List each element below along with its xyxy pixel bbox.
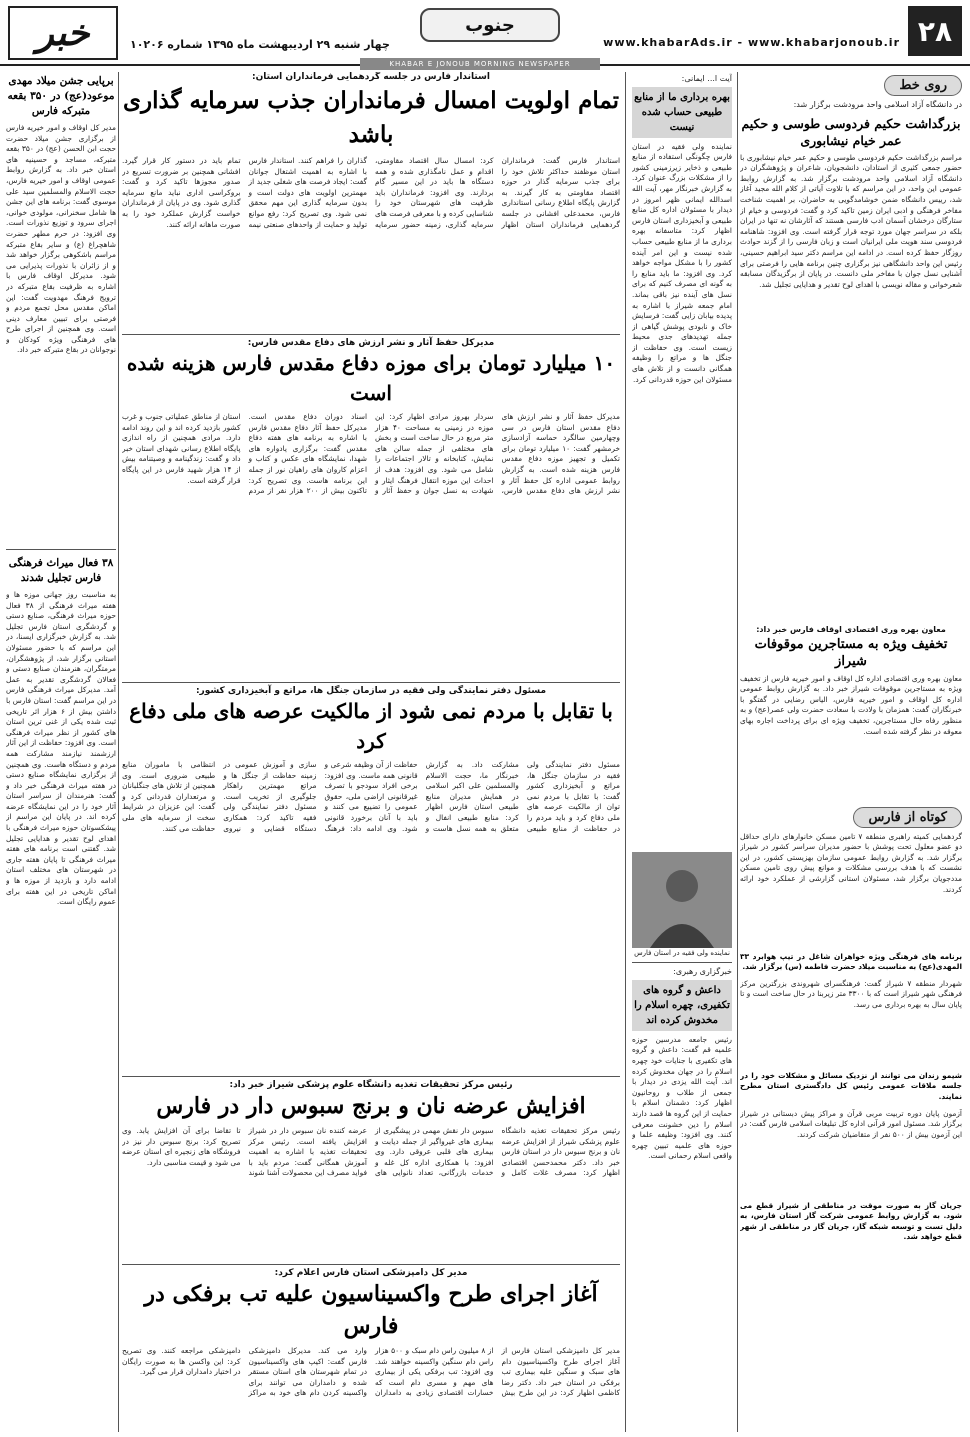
story-kicker: استاندار فارس در جلسه گردهمایی فرمانداران استان: — [252, 72, 490, 82]
section-name: جنوب — [420, 8, 560, 42]
story-block — [122, 686, 620, 1072]
story-kicker: مدیر کل دامپزشکی استان فارس اعلام کرد: — [274, 1268, 468, 1278]
bold-note: جریان گاز به صورت موقت در مناطقی از شیراز قطع می شود. به گزارش روابط عمومی شرکت گاز استان فارس، به دلیل تست و توسعه شبکه گاز، جریان گاز در مناطقی از شهر قطع خواهد شد. — [740, 1200, 962, 1242]
column-divider — [118, 72, 119, 1432]
story-headline: با تقابل با مردم نمی شود از مالکیت عرصه های ملی دفاع کرد — [129, 699, 613, 753]
story-body: مدیرکل حفظ آثار و نشر ارزش های دفاع مقدس استان فارس در سی وچهارمین سالگرد حماسه آزادسازی خرمشهر گفت: ۱۰ میلیارد تومان برای تکمیل و تجهیز موزه دفاع مقدس فارس هزینه شده است. به گزارش روابط عمومی اداره کل حفظ آثار و نشر ارزش های دفاع مقدس فارس، سردار بهروز مرادی اظهار کرد: این موزه در زمینی به مساحت ۴۰ هزار متر مربع در حال ساخت است و بخش های مختلفی از جمله سالن های نمایش، کتابخانه و تالار اجتماعات را شامل می شود. وی افزود: هدف از احداث این موزه انتقال فرهنگ ایثار و شهادت به نسل جوان و حفظ آثار و اسناد دوران دفاع مقدس است. مدیرکل حفظ آثار دفاع مقدس فارس با اشاره به برنامه های هفته دفاع مقدس گفت: برگزاری یادواره های شهدا، نمایشگاه های عکس و کتاب و اعزام کاروان های راهیان نور از جمله این برنامه هاست. وی تصریح کرد: تاکنون بیش از ۲۰۰ هزار نفر از مردم استان از مناطق عملیاتی جنوب و غرب کشور بازدید کرده اند و این روند ادامه دارد. مرادی همچنین از راه اندازی پایگاه اطلاع رسانی شهدای استان خبر داد و گفت: زندگینامه و وصیتنامه بیش از ۱۴ هزار شهید فارس در این پایگاه قرار گرفته است. — [122, 412, 620, 496]
story-body: مسئول دفتر نمایندگی ولی فقیه در سازمان جنگل ها، مراتع و آبخیزداری کشور گفت: با تقابل با مردم نمی توان از مالکیت عرصه های ملی دفاع کرد و باید مردم را در حفاظت از منابع طبیعی مشارکت داد. به گزارش خبرنگار ما، حجت الاسلام والمسلمین علی اکبر اسلامی در همایش مدیران منابع طبیعی استان فارس اظهار کرد: منابع طبیعی انفال و متعلق به همه نسل هاست و حفاظت از آن وظیفه شرعی و قانونی همه ماست. وی افزود: برخی افراد سودجو با تصرف غیرقانونی اراضی ملی، حقوق عمومی را تضییع می کنند و باید با آنان برخورد قانونی شود. وی ادامه داد: فرهنگ سازی و آموزش عمومی در زمینه حفاظت از جنگل ها و مراتع مهمترین راهکار جلوگیری از تخریب است. مسئول دفتر نمایندگی ولی فقیه تاکید کرد: همکاری دستگاه قضایی و نیروی انتظامی با ماموران منابع طبیعی ضروری است. وی همچنین از تلاش های جنگلبانان و مرتعداران قدردانی کرد و گفت: این عزیزان در شرایط سخت از سرمایه های ملی حفاظت می کنند. — [122, 760, 620, 833]
story-body: نماینده ولی فقیه در استان فارس چگونگی استفاده از منابع طبیعی و ذخایر زیرزمینی کشور را از مشکلات بزرگ عنوان کرد. به گزارش خبرنگار مهر، آیت الله اسدالله ایمانی ظهر امروز در دیدار با مسئولان اداره کل منابع طبیعی و آبخیزداری استان فارس اظهار کرد: متاسفانه بهره برداری ما از منابع طبیعی حساب شده نیست و این امر آینده کشور را با مشکل مواجه خواهد کرد. وی افزود: ما باید منابع را به گونه ای مصرف کنیم که برای نسل های آینده نیز باقی بماند. امام جمعه شیراز با اشاره به پدیده بیابان زایی گفت: فرسایش خاک و نابودی پوشش گیاهی از جمله تهدیدهای جدی محیط زیست است. وی حفاظت از جنگل ها و مراتع را وظیفه همگانی دانست و از تلاش های مسئولان این حوزه قدردانی کرد. — [632, 141, 732, 384]
newspaper-strip: KHABAR E JONOUB MORNING NEWSPAPER — [360, 58, 600, 70]
page-number: ۲۸ — [908, 6, 962, 56]
story-headline: داعش و گروه های تکفیری، چهره اسلام را مخدوش کرده اند — [634, 984, 730, 1026]
story-body: آزمون پایان دوره تربیت مربی قرآن و مراکز پیش دبستانی در شیراز برگزار شد. مسئول امور قرآنی اداره کل تبلیغات اسلامی فارس گفت: در این آزمون بیش از ۵۰۰ نفر از متقاضیان شرکت کردند. — [740, 1108, 962, 1139]
story-body: رئیس جامعه مدرسین حوزه علمیه قم گفت: داعش و گروه های تکفیری با جنایات خود چهره اسلام را در جهان مخدوش کرده اند. آیت الله یزدی در دیدار با جمعی از طلاب و روحانیون اظهار کرد: دشمنان اسلام با حمایت از این گروه ها قصد دارند اسلام را دین خشونت معرفی کنند. وی افزود: وظیفه علما و حوزه های علمیه تبیین چهره واقعی اسلام رحمانی است. — [632, 1034, 732, 1161]
column-divider — [625, 72, 626, 1432]
story-kicker: مدیرکل حفظ آثار و نشر ارزش های دفاع مقدس فارس: — [247, 338, 495, 348]
story-photo — [632, 852, 732, 948]
section-box-title: کوتاه از فارس — [853, 807, 962, 828]
story-block — [122, 1268, 620, 1430]
story-kicker: رئیس مرکز تحقیقات تغذیه دانشگاه علوم پزشکی شیراز خبر داد: — [229, 1080, 513, 1090]
story-kicker: معاون بهره وری اقتصادی اوقاف فارس خبر داد: — [756, 624, 946, 634]
story-block — [122, 72, 620, 330]
story-body: استاندار فارس گفت: فرمانداران استان موظفند حداکثر تلاش خود را برای جذب سرمایه گذار در حوزه اقتصاد مقاومتی به کار گیرند. به گزارش پایگاه اطلاع رسانی استانداری فارس، محمدعلی افشانی در جلسه گردهمایی فرمانداران استان اظهار کرد: امسال سال اقتصاد مقاومتی، اقدام و عمل نامگذاری شده و همه دستگاه ها باید در این مسیر گام بردارند. وی افزود: فرمانداران باید ظرفیت های شهرستان خود را شناسایی کرده و با معرفی فرصت های سرمایه گذاری، زمینه حضور سرمایه گذاران را فراهم کنند. استاندار فارس با اشاره به اهمیت اشتغال جوانان گفت: ایجاد فرصت های شغلی جدید از مهمترین اولویت های دولت است و بدون سرمایه گذاری این مهم محقق نمی شود. وی تصریح کرد: رفع موانع تولید و حمایت از واحدهای صنعتی نیمه تمام باید در دستور کار قرار گیرد. افشانی همچنین بر ضرورت تسریع در صدور مجوزها تاکید کرد و گفت: بروکراسی اداری نباید مانع سرمایه گذاری شود. وی در پایان از فرمانداران خواست گزارش عملکرد خود را به صورت ماهانه ارائه کنند. — [122, 156, 620, 229]
story-intro: در دانشگاه آزاد اسلامی واحد مرودشت برگزار شد: — [793, 100, 962, 109]
story-headline: بهره برداری ما از منابع طبیعی حساب شده نیست — [634, 91, 730, 133]
right-column — [740, 72, 962, 1432]
story-headline: تمام اولویت امسال فرمانداران جذب سرمایه گذاری باشد — [122, 87, 620, 148]
story-body: شهردار منطقه ۷ شیراز گفت: فرهنگسرای شهروندی بزرگترین مرکز فرهنگی شهر شیراز است که با ۳۳۰۰ متر زیربنا در حال ساخت است و تا پایان سال به بهره برداری می رسد. — [740, 978, 962, 1009]
bold-note: شیمو زندان می توانند از نزدیک مسائل و مشکلات خود را در جلسه ملاقات عمومی رئیس کل دادگستری استان مطرح نمایند. — [740, 1070, 962, 1101]
story-headline: بزرگداشت حکیم فردوسی طوسی و حکیم عمر خیام نیشابوری — [741, 115, 961, 148]
column-divider — [737, 72, 738, 1432]
section-box-title: روی خط — [884, 75, 962, 96]
story-body: معاون بهره وری اقتصادی اداره کل اوقاف و امور خیریه فارس از تخفیف ویژه به مستاجرین موقوفات شیراز خبر داد. به گزارش روابط عمومی اداره کل اوقاف و امور خیریه فارس، الیاس رضایی در گفتگو با خبرنگاران گفت: همزمان با ولادت با سعادت حضرت ولی عصر(عج) و به منظور رفاه حال مستاجرین، تخفیف ویژه ای برای پرداخت اجاره بهای معوقه در نظر گرفته شده است. — [740, 673, 962, 736]
portrait-icon — [632, 852, 732, 948]
story-headline: ۱۰ میلیارد تومان برای موزه دفاع مقدس فارس هزینه شده است — [126, 351, 616, 405]
masthead — [0, 0, 970, 66]
story-headline: آغاز اجرای طرح واکسیناسیون علیه تب برفکی در فارس — [144, 1281, 598, 1339]
story-body: گردهمایی کمیته راهبری منطقه ۷ تامین مسکن خانوارهای دارای حداقل دو عضو معلول تحت پوشش با حضور مدیران سراسر کشور در شیراز برگزار شد. به گزارش روابط عمومی سازمان بهزیستی کشور، در این نشست که با هدف بررسی مشکلات و موانع پیش روی تامین مسکن مددجویان برگزار شد، مسئولان استانی گزارشی از عملکرد خود ارائه کردند. — [740, 831, 962, 894]
story-body: به مناسبت روز جهانی موزه ها و هفته میراث فرهنگی از ۳۸ فعال حوزه میراث فرهنگی، صنایع دستی و گردشگری استان فارس تجلیل شد. به گزارش خبرگزاری ایسنا، در این مراسم که با حضور مسئولان استانی برگزار شد، از پژوهشگران، مرمتگران، هنرمندان صنایع دستی و فعالان گردشگری تقدیر به عمل آمد. مدیرکل میراث فرهنگی فارس در این مراسم گفت: استان فارس با داشتن بیش از ۶ هزار اثر تاریخی ثبت شده یکی از غنی ترین استان های کشور از نظر میراث فرهنگی است. وی افزود: حفاظت از این آثار ارزشمند نیازمند مشارکت همه مردم و دستگاه هاست. وی همچنین از برگزاری نمایشگاه صنایع دستی در هفته میراث فرهنگی خبر داد و گفت: هنرمندان از سراسر استان آثار خود را در این نمایشگاه عرضه کرده اند. در پایان این مراسم از پیشکسوتان حوزه میراث فرهنگی با اهدای لوح تقدیر و هدایایی تجلیل شد. گفتنی است برنامه های هفته میراث فرهنگی تا پایان هفته جاری در شهرستان های مختلف استان ادامه دارد و بازدید از موزه ها و اماکن تاریخی در این هفته برای عموم رایگان است. — [6, 590, 116, 907]
story-kicker: خبرگزاری رهبری: — [673, 967, 732, 977]
photo-caption: نماینده ولی فقیه در استان فارس — [634, 948, 730, 957]
story-headline: افزایش عرضه نان و برنج سبوس دار در فارس — [156, 1093, 586, 1119]
site-urls[interactable]: www.khabarAds.ir - www.khabarjonoub.ir — [603, 36, 900, 49]
story-body: رئیس مرکز تحقیقات تغذیه دانشگاه علوم پزشکی شیراز از افزایش عرضه نان و برنج سبوس دار در استان فارس خبر داد. دکتر محمدحسن اقتصادی اظهار کرد: مصرف غلات کامل و سبوس دار نقش مهمی در پیشگیری از بیماری های غیرواگیر از جمله دیابت و بیماری های قلبی عروقی دارد. وی افزود: با همکاری اداره کل غله و خدمات بازرگانی، تعداد نانوایی های عرضه کننده نان سبوس دار در شیراز افزایش یافته است. رئیس مرکز تحقیقات تغذیه با اشاره به اهمیت آموزش همگانی گفت: مردم باید با فواید مصرف این محصولات آشنا شوند تا تقاضا برای آن افزایش یابد. وی تصریح کرد: برنج سبوس دار نیز در فروشگاه های زنجیره ای استان عرضه می شود و قیمت مناسبی دارد. — [122, 1126, 620, 1178]
story-body: مدیر کل اوقاف و امور خیریه فارس از برگزاری جشن میلاد حضرت حجت ابن الحسن (عج) در ۳۵۰ بقعه متبرکه، مساجد و حسینیه های استان خبر داد. به گزارش روابط عمومی اوقاف و امور خیریه فارس، حجت الاسلام والمسلمین سید علی موسوی گفت: برنامه های این جشن ها شامل سخنرانی، مولودی خوانی، اجرای سرود و توزیع نذورات است. وی افزود: در حرم مطهر حضرت شاهچراغ (ع) و سایر بقاع متبرکه مراسم باشکوهی برگزار خواهد شد و از زائران با نذورات پذیرایی می شود. مدیرکل اوقاف فارس با اشاره به ظرفیت بقاع متبرکه در ترویج فرهنگ مهدویت گفت: این اماکن مقدس محل تجمع مردم و فرصتی برای تبیین معارف دینی است. وی همچنین از اجرای طرح های فرهنگی ویژه کودکان و نوجوانان در بقاع متبرکه خبر داد. — [6, 123, 116, 355]
issue-date: چهار شنبه ۲۹ اردیبهشت ماه ۱۳۹۵ شماره ۱۰۲۰۶ — [130, 38, 390, 51]
left-column — [6, 72, 116, 1432]
story-body: مراسم بزرگداشت حکیم فردوسی طوسی و حکیم عمر خیام نیشابوری با حضور جمعی کثیری از استادان، دانشجویان، شاعران و پژوهشگران در دانشگاه آزاد اسلامی واحد مرودشت برگزار شد. به گزارش روابط عمومی این واحد، در این مراسم که با تلاوت آیاتی از کلام الله مجید آغاز شد، رییس دانشگاه ضمن خوشامدگویی به حاضران، بر اهمیت شناخت مفاخر فرهنگی و ادبی ایران زمین تاکید کرد و گفت: فردوسی و خیام از ستارگان درخشان آسمان ادب فارسی هستند که آثارشان نه تنها در ایران بلکه در سراسر جهان مورد توجه قرار گرفته است. وی افزود: شاهنامه فردوسی سند هویت ملی ایرانیان است و زبان فارسی را از گزند حوادث روزگار حفظ کرده است. در ادامه این مراسم دکتر سید ابراهیم حسینی، رئیس این واحد دانشگاهی نیز برگزاری چنین برنامه هایی را فرصتی برای آشنایی نسل جوان با مفاخر ملی دانست. در پایان از برگزیدگان مسابقه شعرخوانی و مقاله نویسی با اهدای لوح تقدیر و هدایایی تجلیل شد. — [740, 152, 962, 289]
story-author: آیت ا... ایمانی: — [681, 74, 732, 83]
center-column — [122, 72, 620, 1432]
story-block — [122, 1080, 620, 1260]
story-headline: تخفیف ویژه به مستاجرین موقوفات شیراز — [754, 636, 948, 669]
newspaper-logo: خبر — [8, 6, 118, 60]
story-headline: برپایی جشن میلاد مهدی موعود(عج) در ۳۵۰ بقعه متبرکه فارس — [7, 75, 115, 117]
story-headline: ۳۸ فعال میراث فرهنگی فارس تجلیل شدند — [8, 557, 114, 584]
story-kicker: مسئول دفتر نمایندگی ولی فقیه در سازمان جنگل ها، مراتع و آبخیزداری کشور: — [195, 686, 547, 696]
story-body: مدیر کل دامپزشکی استان فارس از آغاز اجرای طرح واکسیناسیون دام های سبک و سنگین علیه بیماری تب برفکی در استان خبر داد. دکتر رضا کاظمی اظهار کرد: در این طرح بیش از ۸ میلیون راس دام سبک و ۵۰۰ هزار راس دام سنگین واکسینه خواهند شد. وی افزود: تب برفکی یکی از بیماری های مهم و مسری دام است که خسارات اقتصادی زیادی به دامداران وارد می کند. مدیرکل دامپزشکی فارس گفت: اکیپ های واکسیناسیون در تمام شهرستان های استان مستقر شده و دامداران می توانند برای واکسینه کردن دام های خود به مراکز دامپزشکی مراجعه کنند. وی تصریح کرد: این واکسن ها به صورت رایگان در اختیار دامداران قرار می گیرد. — [122, 1346, 620, 1398]
bold-note: برنامه های فرهنگی ویژه خواهران شاغل در تیپ هوابرد ۳۳ المهدی(عج) به مناسبت میلاد حضرت فاطمه (س) برگزار شد. — [740, 951, 962, 972]
story-block — [122, 338, 620, 678]
middle-column — [632, 72, 732, 1432]
